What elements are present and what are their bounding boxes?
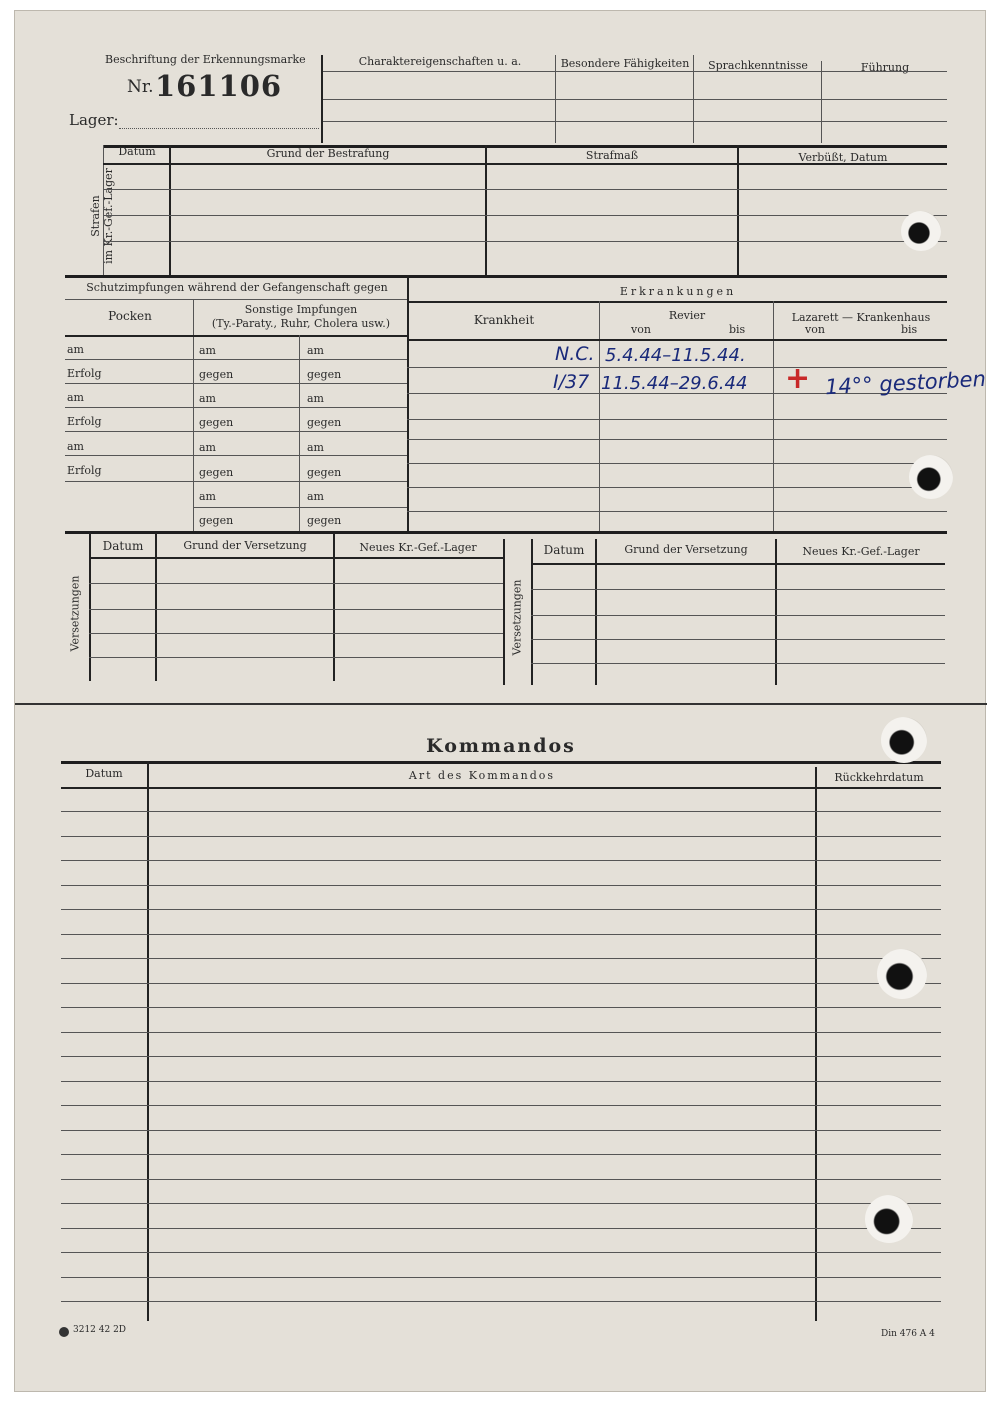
sonstige-gegen-1b: gegen (307, 368, 342, 381)
kommandos-art-header: Art des Kommandos (408, 769, 556, 782)
sonstige-am-2b: am (307, 392, 324, 405)
kommandos-row-line (61, 1277, 941, 1278)
sonstige-subheader: (Ty.-Paraty., Ruhr, Cholera usw.) (211, 317, 391, 330)
pocken-am-2: am (67, 391, 84, 404)
sprachen-header: Sprachkenntnisse (708, 59, 808, 72)
punch-hole (901, 211, 941, 251)
kommandos-datum-header: Datum (85, 767, 123, 780)
form-code: 3212 42 2D (73, 1325, 127, 1335)
sonstige-am-4b: am (307, 490, 324, 503)
pocken-header: Pocken (108, 309, 152, 323)
versetzung-datum-header-left: Datum (102, 539, 144, 553)
pocken-erfolg-3: Erfolg (67, 464, 102, 477)
kommandos-row-line (61, 885, 941, 886)
kommandos-row-line (61, 1301, 941, 1302)
sonstige-am-3b: am (307, 441, 324, 454)
erkennungsmarke-label: Beschriftung der Erkennungsmarke (105, 53, 306, 66)
impfungen-title: Schutzimpfungen während der Gefangenschaft gegen (86, 281, 388, 294)
fold-line (15, 703, 987, 705)
sonstige-am-1b: am (307, 344, 324, 357)
kommandos-row-line (61, 1252, 941, 1253)
versetzung-lager-header-right: Neues Kr.-Gef.-Lager (802, 545, 920, 558)
kommandos-row-line (61, 1179, 941, 1180)
handwritten-revier-dates-2: 11.5.44–29.6.44 (601, 373, 748, 394)
sonstige-gegen-2a: gegen (199, 416, 234, 429)
handwritten-revier-dates-1: 5.4.44–11.5.44. (605, 345, 746, 366)
form-sheet (14, 10, 986, 1392)
sonstige-gegen-3a: gegen (199, 466, 234, 479)
versetzung-datum-header-right: Datum (543, 543, 585, 557)
sonstige-am-4a: am (199, 490, 216, 503)
strafen-datum-header: Datum (118, 145, 156, 158)
impfungen-top-rule (65, 275, 947, 278)
kommandos-row-line (61, 1130, 941, 1131)
kommandos-row-line (61, 1203, 941, 1204)
fuehrung-header: Führung (860, 61, 910, 74)
kommandos-row-line (61, 811, 941, 812)
punch-hole (865, 1195, 913, 1243)
kommandos-row-line (61, 860, 941, 861)
din-format: Din 476 A 4 (881, 1329, 935, 1339)
strafen-side-label-2: im Kr.-Gef.-Lager (102, 168, 115, 264)
sonstige-gegen-4b: gegen (307, 514, 342, 527)
kommandos-row-line (61, 1032, 941, 1033)
kommandos-row-line (61, 934, 941, 935)
lager-label: Lager: (69, 111, 119, 129)
faehigkeiten-header: Besondere Fähigkeiten (560, 57, 690, 70)
pocken-erfolg-2: Erfolg (67, 415, 102, 428)
pocken-am-1: am (67, 343, 84, 356)
sonstige-gegen-2b: gegen (307, 416, 342, 429)
sonstige-am-3a: am (199, 441, 216, 454)
kommandos-row-line (61, 836, 941, 837)
kommandos-row-line (61, 1105, 941, 1106)
printer-mark-icon (59, 1327, 69, 1337)
kommandos-row-line (61, 1228, 941, 1229)
kommandos-row-line (61, 1056, 941, 1057)
punch-hole (881, 717, 927, 763)
strafmass-header: Strafmaß (585, 149, 639, 162)
versetzung-lager-header-left: Neues Kr.-Gef.-Lager (359, 541, 477, 554)
erkrankungen-title: Erkrankungen (619, 285, 737, 298)
handwritten-death-note: 14°° gestorben (824, 366, 987, 400)
revier-header: Revier (668, 309, 706, 322)
pocken-erfolg-1: Erfolg (67, 367, 102, 380)
handwritten-red-cross: + (785, 361, 811, 396)
sonstige-gegen-3b: gegen (307, 466, 342, 479)
pocken-am-3: am (67, 440, 84, 453)
kommandos-row-line (61, 1081, 941, 1082)
punch-hole (909, 455, 953, 499)
sonstige-gegen-1a: gegen (199, 368, 234, 381)
versetzungen-side-label-right: Versetzungen (510, 579, 524, 656)
versetzungen-side-label-left: Versetzungen (68, 575, 82, 652)
revier-bis: bis (729, 323, 746, 336)
charakter-header: Charaktereigenschaften u. a. (358, 55, 522, 68)
sonstige-am-1a: am (199, 344, 216, 357)
kommandos-row-line (61, 1154, 941, 1155)
sonstige-gegen-4a: gegen (199, 514, 234, 527)
lager-dotted-line (119, 128, 319, 129)
versetzung-grund-header-right: Grund der Versetzung (624, 543, 748, 556)
punch-hole (877, 949, 927, 999)
revier-von: von (631, 323, 651, 336)
handwritten-diagnosis-1: N.C. (555, 343, 595, 365)
verbuesst-header: Verbüßt, Datum (798, 151, 888, 164)
lazarett-bis: bis (901, 323, 918, 336)
lazarett-von: von (805, 323, 825, 336)
sonstige-am-2a: am (199, 392, 216, 405)
kommandos-row-line (61, 909, 941, 910)
versetzungen-top-rule (65, 531, 947, 534)
kommandos-title: Kommandos (426, 735, 576, 757)
nr-value: 161106 (155, 69, 283, 103)
handwritten-diagnosis-2: I/37 (553, 371, 590, 393)
nr-label: Nr. (127, 77, 154, 97)
kommandos-row-line (61, 983, 941, 984)
sonstige-header: Sonstige Impfungen (244, 303, 358, 316)
versetzung-grund-header-left: Grund der Versetzung (183, 539, 307, 552)
kommandos-row-line (61, 1007, 941, 1008)
strafen-side-label: Strafen (89, 195, 102, 237)
grund-bestrafung-header: Grund der Bestrafung (266, 147, 390, 160)
rueckkehr-header: Rückkehrdatum (834, 771, 924, 784)
kommandos-row-line (61, 958, 941, 959)
lazarett-header: Lazarett — Krankenhaus (791, 311, 931, 324)
krankheit-header: Krankheit (473, 313, 535, 327)
